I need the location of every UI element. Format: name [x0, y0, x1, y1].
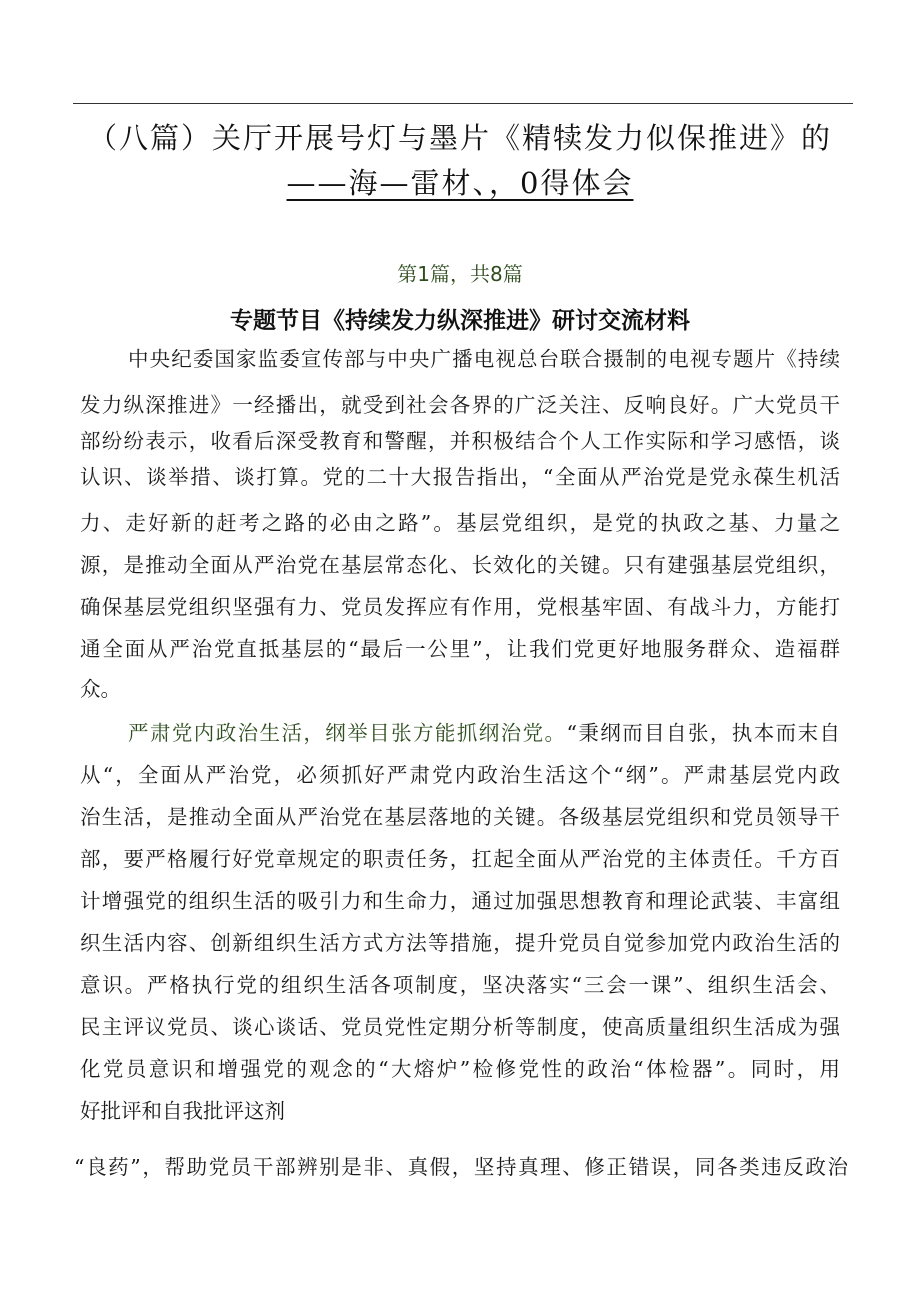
- paragraph-1-line: 部纷纷表示，收看后深受教育和警醒，并积极结合个人工作实际和学习感悟，谈: [80, 429, 840, 453]
- header-rule: [73, 103, 853, 104]
- paragraph-2-line: 织生活内容、创新组织生活方式方法等措施，提升党员自觉参加党内政治生活的: [80, 931, 840, 955]
- paragraph-1-line: 众。: [80, 677, 121, 701]
- paragraph-2-line: 治生活，是推动全面从严治党在基层落地的关键。各级基层党组织和党员领导干: [80, 805, 840, 829]
- paragraph-2-line: 意识。严格执行党的组织生活各项制度，坚决落实“三会一课”、组织生活会、: [80, 973, 840, 997]
- paragraph-2-line: 从“，全面从严治党，必须抓好严肃党内政治生活这个“纲”。严肃基层党内政: [80, 763, 840, 787]
- paragraph-2-first-line-rest: “秉纲而目自张，执本而末自: [566, 721, 841, 745]
- document-title-line-2: [0, 161, 920, 202]
- paragraph-2-line: 好批评和自我批评这剂: [80, 1099, 285, 1123]
- paragraph-2-line: 计增强党的组织生活的吸引力和生命力，通过加强思想教育和理论武装、丰富组: [80, 889, 840, 913]
- paragraph-1-line: 发力纵深推进》一经播出，就受到社会各界的广泛关注、反响良好。广大党员干: [80, 393, 840, 417]
- paragraph-1-line: 确保基层党组织坚强有力、党员发挥应有作用，党根基牢固、有战斗力，方能打: [80, 595, 840, 619]
- document-title-line-2-text: ——海—雷材、，0得体会: [286, 166, 634, 200]
- paragraph-2-line: 民主评议党员、谈心谈话、党员党性定期分析等制度，使高质量组织生活成为强: [80, 1015, 840, 1039]
- paragraph-2-line: 化党员意识和增强党的观念的“大熔炉”检修党性的政治“体检器”。同时，用: [80, 1057, 840, 1081]
- paragraph-1-line: 通全面从严治党直抵基层的“最后一公里”，让我们党更好地服务群众、造福群: [80, 637, 840, 661]
- paragraph-1-line: 认识、谈举措、谈打算。党的二十大报告指出，“全面从严治党是党永葆生机活: [80, 465, 840, 489]
- document-title-line-1: （八篇）关厅开展号灯与墨片《精犊发力似保推进》的: [87, 121, 832, 155]
- paragraph-1-line: 源，是推动全面从严治党在基层常态化、长效化的关键。只有建强基层党组织，: [80, 553, 840, 577]
- paragraph-2-line: 部，要严格履行好党章规定的职责任务，扛起全面从严治党的主体责任。千方百: [80, 847, 840, 871]
- section-subtitle: 专题节目《持续发力纵深推进》研讨交流材料: [230, 308, 690, 334]
- paragraph-3-line: “良药”，帮助党员干部辨别是非、真假，坚持真理、修正错误，同各类违反政治: [74, 1155, 848, 1179]
- paragraph-2-lead-sentence: 严肃党内政治生活，纲举目张方能抓纲治党。: [128, 721, 567, 745]
- paragraph-1-line: 力、走好新的赶考之路的必由之路”。基层党组织，是党的执政之基、力量之: [80, 511, 840, 535]
- paragraph-1-line: 中央纪委国家监委宣传部与中央广播电视总台联合摄制的电视专题片《持续: [128, 347, 840, 371]
- paragraph-2-first-line: [128, 718, 840, 748]
- part-label: 第1篇，共8篇: [397, 262, 523, 286]
